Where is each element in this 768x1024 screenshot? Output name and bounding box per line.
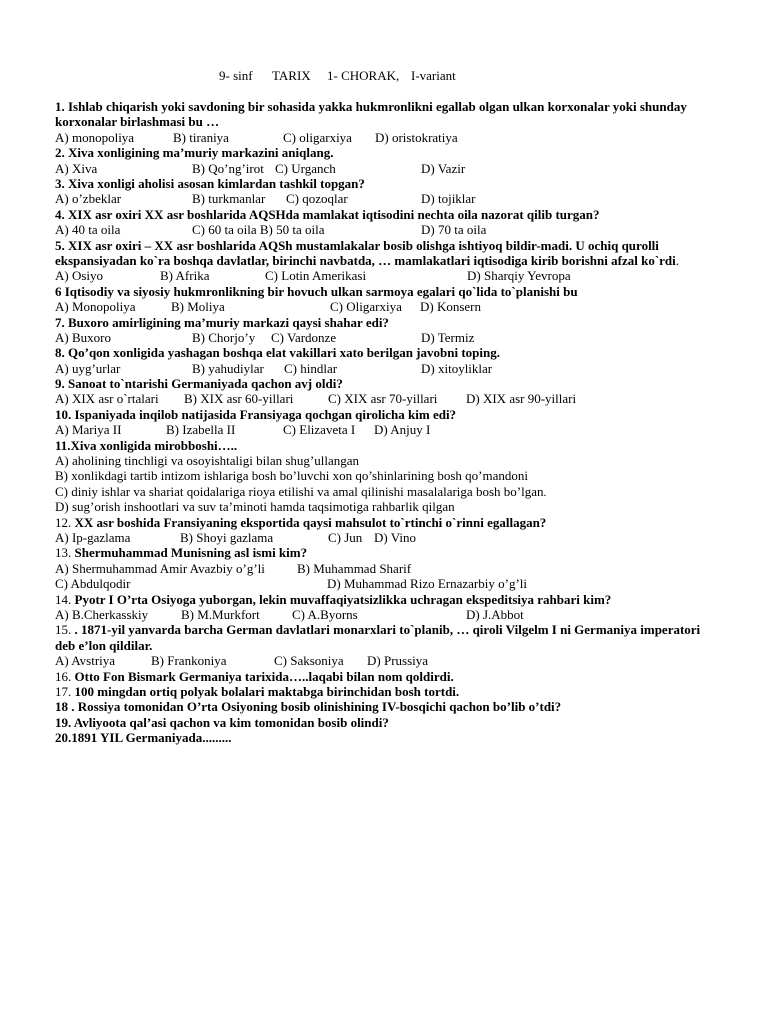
q15-option-c: C) Saksoniya [274,653,344,669]
q7-option-a: A) Buxoro [55,329,111,345]
question-12-options [55,530,715,545]
question-14-number: 14. [55,591,72,607]
question-13-text [55,545,715,560]
question-9-options [55,391,715,406]
question-1-text: 1. Ishlab chiqarish yoki savdoning bir sohasida yakka hukmronlikni egallab olgan ulkan korxonalar yoki shunday korxonalar birlashmasi bu … [55,99,687,130]
q7-option-b: B) Chorjo’y [192,329,256,345]
question-list [55,99,715,746]
header-quarter: 1- CHORAK, [327,68,400,83]
question-10-text: 10. Ispaniyada inqilob natijasida Fransiyaga qochgan qirolicha kim edi? [55,406,457,422]
q14-option-a: A) B.Cherkasskiy [55,606,149,622]
q3-option-b: B) turkmanlar [192,191,266,207]
question-5-body: 5. XIX asr oxiri – XX asr boshlarida AQSh mustamlakalar bosib olishga ishtiyoq bildir-madi. U ochiq qurolli ekspansiyadan ko`ra boshqa davlatlar, birinchi navbatda, … mamlakatlari iqtisodiga kirib borishni afzal ko`rdi [55,237,676,268]
question-10-options [55,422,715,437]
question-2-text: 2. Xiva xonligining ma’muriy markazini aniqlang. [55,145,334,161]
q13-option-c: C) Abdulqodir [55,576,131,592]
q1-option-a: A) monopoliya [55,129,135,145]
q15-option-d: D) Prussiya [367,653,429,669]
question-4-text: 4. XIX asr oxiri XX asr boshlarida AQSHda mamlakat iqtisodini nechta oila nazorat qilib turgan? [55,206,600,222]
header-subject: TARIX [272,68,311,83]
q11-option-c-line [55,484,715,499]
q4-option-a: A) 40 ta oila [55,222,121,238]
question-13-options-cd [55,576,715,591]
q3-option-d: D) tojiklar [421,191,476,207]
question-12-number: 12. [55,514,72,530]
q6-option-b: B) Moliya [171,299,225,315]
q6-option-a: A) Monopoliya [55,299,136,315]
q9-option-b: B) XIX asr 60-yillari [184,391,294,407]
q8-option-a: A) uyg’urlar [55,360,121,376]
question-2-options [55,161,715,176]
question-9-text: 9. Sanoat to`ntarishi Germaniyada qachon avj oldi? [55,376,343,392]
question-16-text [55,669,715,684]
question-15-options [55,653,715,668]
header-grade: 9- sinf [219,68,253,83]
question-5-period: . [675,252,680,268]
q13-option-b: B) Muhammad Sharif [297,560,412,576]
question-3-options [55,191,715,206]
question-17-body: 100 mingdan ortiq polyak bolalari maktabga birinchidan bosh tortdi. [74,683,460,699]
question-5-text [55,238,715,269]
question-5-options [55,268,715,283]
question-4-options [55,222,715,237]
question-12-body: XX asr boshida Fransiyaning eksportida qaysi mahsulot to`rtinchi o`rinni egallagan? [74,514,547,530]
q7-option-d: D) Termiz [421,329,475,345]
q9-option-c: C) XIX asr 70-yillari [328,391,438,407]
q5-option-a: A) Osiyo [55,268,104,284]
q11-option-c: C) diniy ishlar va shariat qoidalariga rioya etilishi va amal qilinishi masalalariga bosh bo’lgan [55,483,544,499]
q10-option-a: A) Mariya II [55,422,122,438]
q2-option-d: D) Vazir [421,160,466,176]
q10-option-c: C) Elizaveta I [283,422,356,438]
q2-option-c: C) Urganch [275,160,336,176]
q9-option-a: A) XIX asr o`rtalari [55,391,159,407]
q9-option-d: D) XIX asr 90-yillari [466,391,577,407]
q12-option-a: A) Ip-gazlama [55,530,131,545]
question-7-text: 7. Buxoro amirligining ma’muriy markazi qaysi shahar edi? [55,314,389,330]
question-15-number: 15. [55,622,72,638]
q14-option-b: B) M.Murkfort [181,606,260,622]
q8-option-b: B) yahudiylar [192,360,264,376]
question-15-body: . 1871-yil yanvarda barcha German davlatlari monarxlari to`planib, … qiroli Vilgelm I ni Germaniya imperatori deb e’lon qildilar. [55,622,701,653]
q1-option-b: B) tiraniya [173,129,229,145]
question-1-options [55,130,715,145]
question-14-text [55,592,715,607]
q15-option-a: A) Avstriya [55,653,116,669]
question-20-text: 20.1891 YIL Germaniyada......... [55,730,232,746]
question-14-body: Pyotr I O’rta Osiyoga yuborgan, lekin muvaffaqiyatsizlikka uchragan ekspeditsiya rahbari kim? [74,591,612,607]
q3-option-c: C) qozoqlar [286,191,348,207]
question-17-text [55,684,715,699]
question-19-text: 19. Avliyoota qal’asi qachon va kim tomonidan bosib olindi? [55,714,389,730]
question-16-body: Otto Fon Bismark Germaniya tarixida…..laqabi bilan nom qoldirdi. [74,668,454,684]
question-17-number: 17. [55,683,72,699]
q6-option-c: C) Oligarxiya [330,299,402,315]
question-12-text [55,515,715,530]
question-6-options [55,299,715,314]
q13-option-d: D) Muhammad Rizo Ernazarbiy o’g’li [327,576,527,592]
q15-option-b: B) Frankoniya [151,653,227,669]
question-11-text: 11.Xiva xonligida mirobboshi….. [55,437,238,453]
q2-option-b: B) Qo’ng’irot [192,160,264,176]
q10-option-d: D) Anjuy I [374,422,431,438]
q1-option-c: C) oligarxiya [283,129,352,145]
q6-option-d: D) Konsern [420,299,482,315]
question-13-number: 13. [55,545,72,561]
q5-option-b: B) Afrika [160,268,210,284]
q10-option-b: B) Izabella II [166,422,236,438]
q1-option-d: D) oristokratiya [375,129,458,145]
q12-option-b: B) Shoyi gazlama [180,530,274,545]
q5-option-c: C) Lotin Amerikasi [265,268,367,284]
q12-option-d: D) Vino [374,530,416,545]
q14-option-d: D) J.Abbot [466,606,524,622]
q2-option-a: A) Xiva [55,160,98,176]
q11-option-c-period: . [543,486,547,499]
q8-option-c: C) hindlar [284,360,338,376]
q3-option-a: A) o’zbeklar [55,191,122,207]
question-15-text [55,622,715,653]
question-13-options-ab [55,561,715,576]
q7-option-c: C) Vardonze [271,329,337,345]
q4-option-d: D) 70 ta oila [421,222,487,238]
header [0,68,768,84]
question-13-body: Shermuhammad Munisning asl ismi kim? [74,545,308,561]
q14-option-c: C) A.Byorns [292,606,358,622]
q5-option-d: D) Sharqiy Yevropa [467,268,571,284]
question-14-options [55,607,715,622]
question-8-options [55,361,715,376]
question-18-text: 18 . Rossiya tomonidan O’rta Osiyoning bosib olinishining IV-bosqichi qachon bo’lib o’tdi? [55,699,562,715]
question-3-text: 3. Xiva xonligi aholisi asosan kimlardan tashkil topgan? [55,175,365,191]
q11-option-a: A) aholining tinchligi va osoyishtaligi bilan shug’ullangan [55,453,360,469]
question-6-text: 6 Iqtisodiy va siyosiy hukmronlikning bir hovuch ulkan sarmoya egalari qo`lida to`planishi bu [55,283,578,299]
q4-option-c-b: C) 60 ta oila B) 50 ta oila [192,222,325,238]
q12-option-c: C) Jun [328,530,363,545]
question-16-number: 16. [55,668,72,684]
q11-option-b: B) xonlikdagi tartib intizom ishlariga bosh bo’luvchi xon qo’shinlarining bosh qo’mandoni [55,468,529,484]
question-7-options [55,330,715,345]
q13-option-a: A) Shermuhammad Amir Avazbiy o’g’li [55,560,265,576]
header-variant: I-variant [411,68,456,83]
question-8-text: 8. Qo’qon xonligida yashagan boshqa elat vakillari xato berilgan javobni toping. [55,345,500,361]
q11-option-d: D) sug’orish inshootlari va suv ta’minoti hamda taqsimotiga rahbarlik qilgan [55,499,455,515]
q8-option-d: D) xitoyliklar [421,360,493,376]
